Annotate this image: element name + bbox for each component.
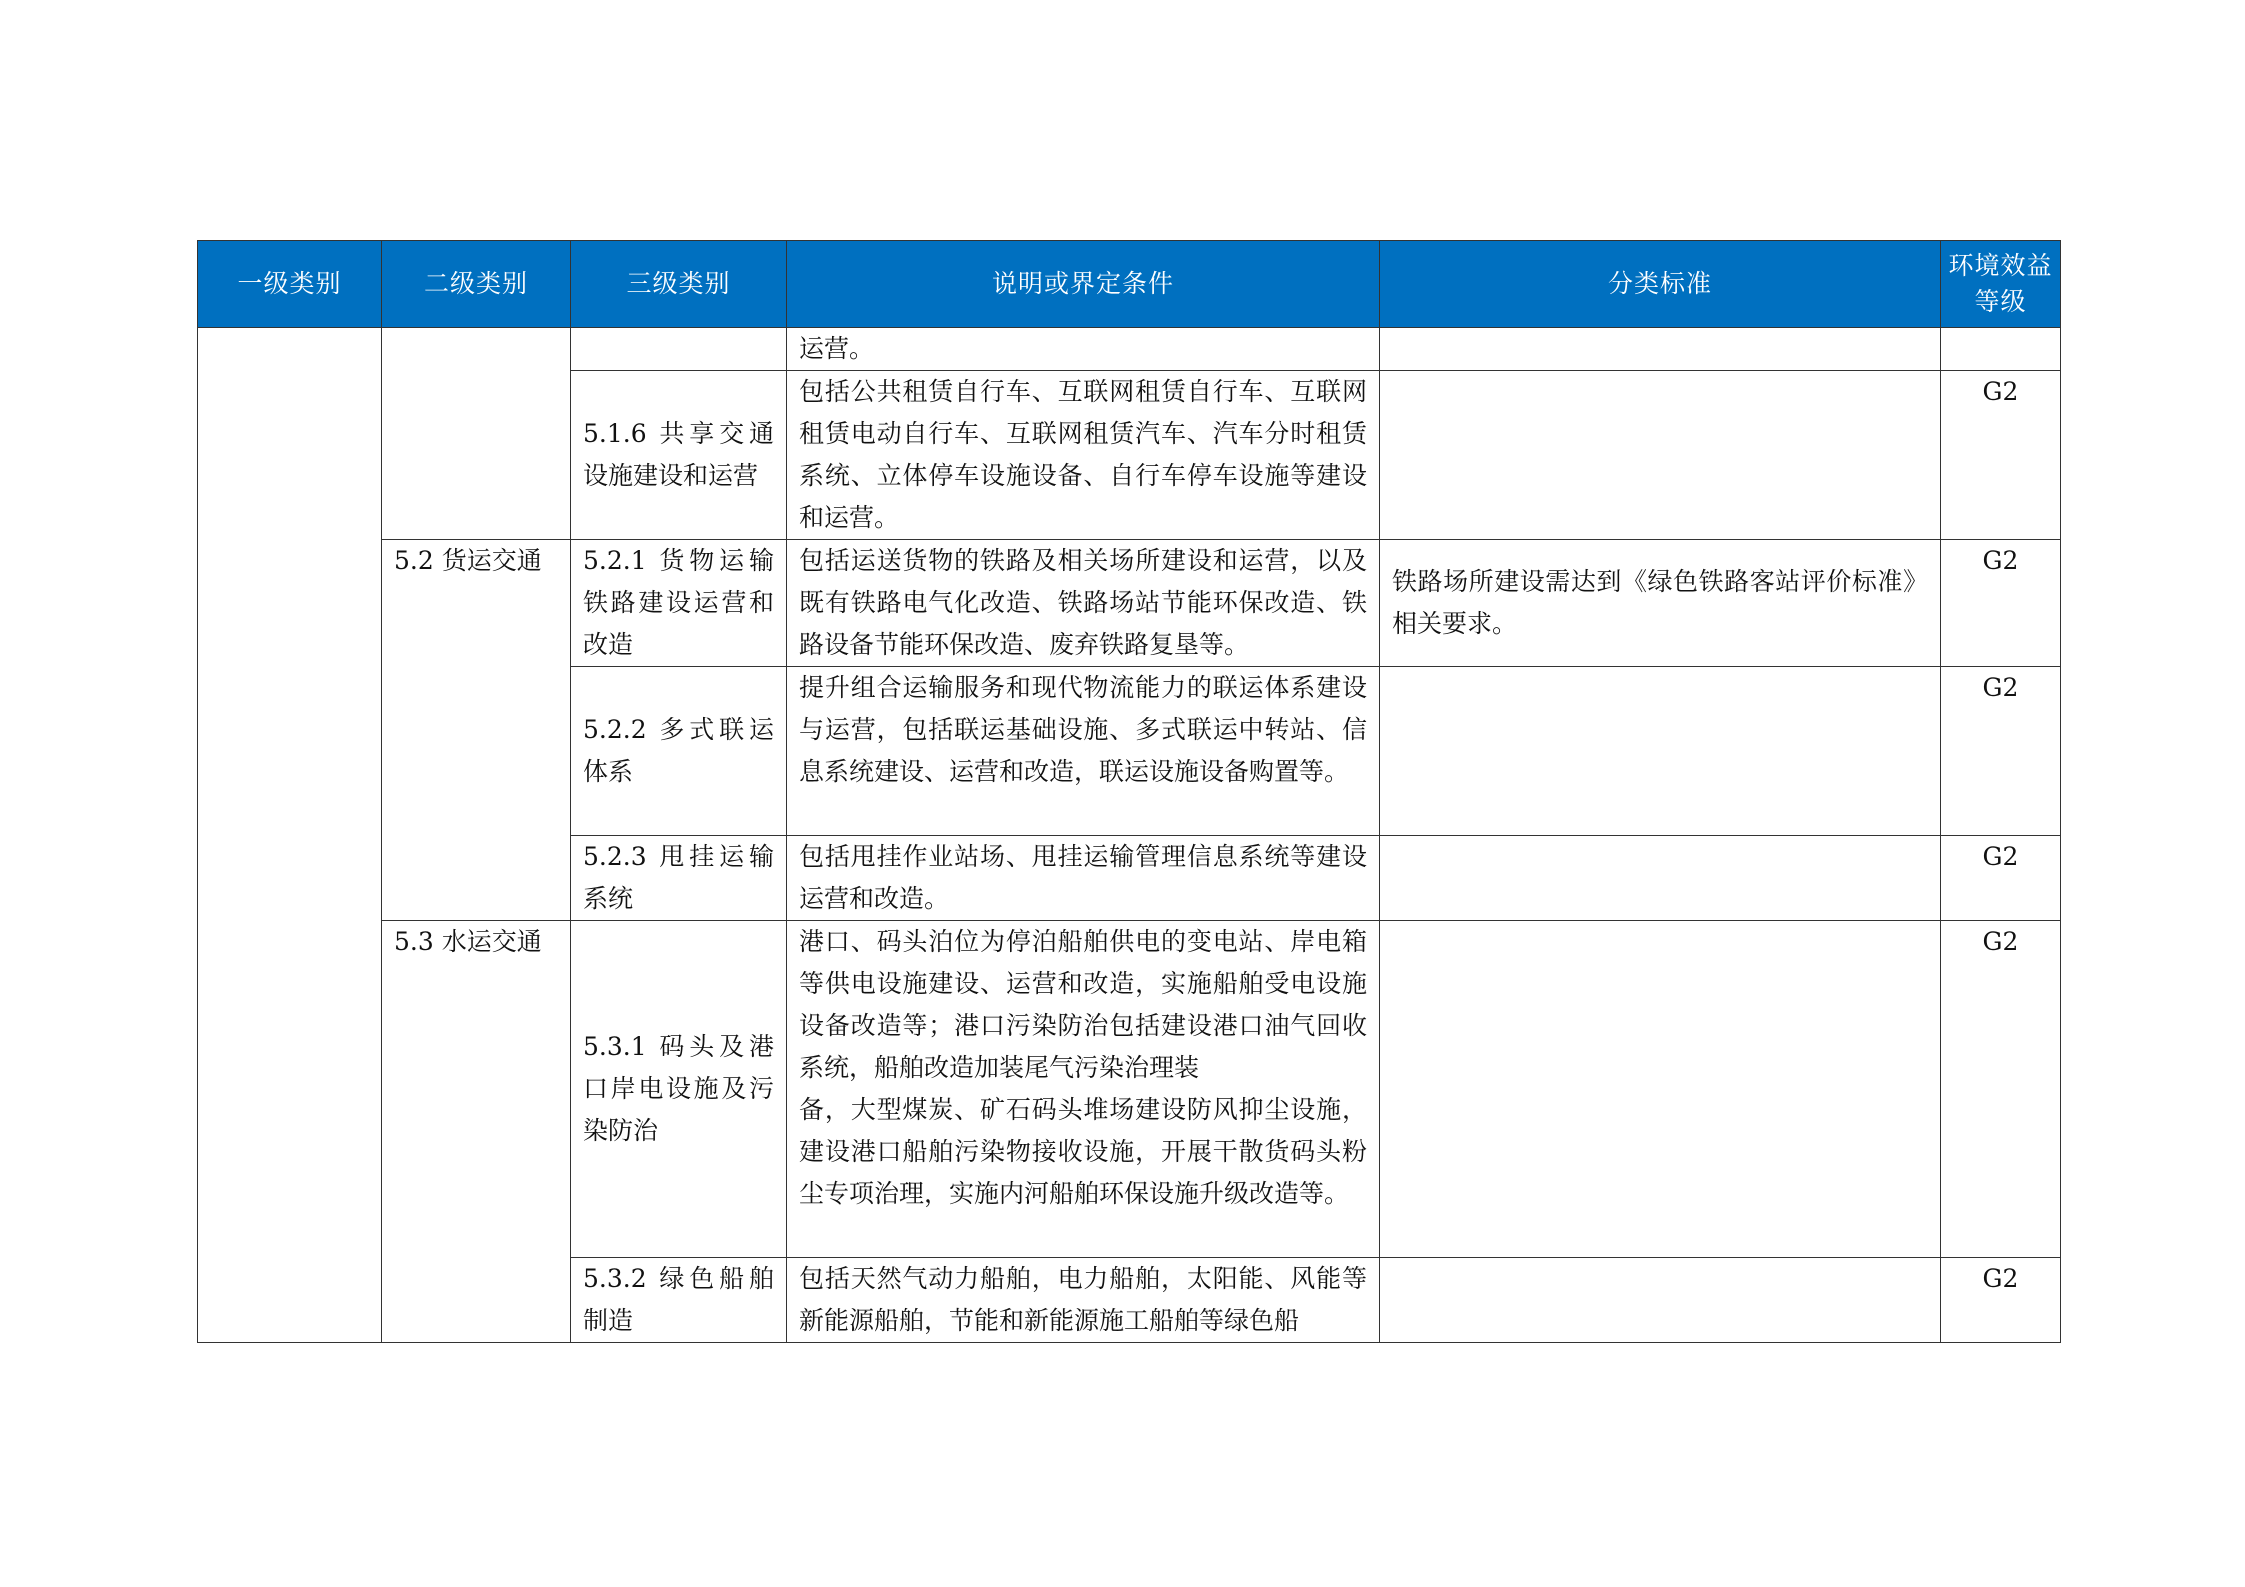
description-cell: 包括运送货物的铁路及相关场所建设和运营，以及既有铁路电气化改造、铁路场站节能环保改造、铁路设备节能环保改造、废弃铁路复垦等。 [787,540,1380,667]
table-row [198,921,2061,1258]
grade-cell: G2 [1941,921,2061,1258]
grade-cell: G2 [1941,667,2061,836]
description-cell: 港口、码头泊位为停泊船舶供电的变电站、岸电箱等供电设施建设、运营和改造，实施船舶受电设施设备改造等；港口污染防治包括建设港口油气回收系统，船舶改造加装尾气污染治理装 备，大型煤炭、矿石码头堆场建设防风抑尘设施，建设港口船舶污染物接收设施，开展干散货码头粉尘专项治理，实施内河船舶环保设施升级改造等。 [787,921,1380,1258]
level3-cell: 5.1.6 共享交通设施建设和运营 [571,371,787,540]
grade-cell: G2 [1941,836,2061,921]
level3-cell: 5.2.2 多式联运体系 [571,667,787,836]
description-cell: 包括甩挂作业站场、甩挂运输管理信息系统等建设运营和改造。 [787,836,1380,921]
table-row [198,328,2061,371]
standard-cell [1380,1258,1941,1343]
standard-cell [1380,921,1941,1258]
standard-cell [1380,371,1941,540]
level1-cell [198,328,382,1343]
description-cell: 包括公共租赁自行车、互联网租赁自行车、互联网租赁电动自行车、互联网租赁汽车、汽车分时租赁系统、立体停车设施设备、自行车停车设施等建设和运营。 [787,371,1380,540]
standard-cell [1380,667,1941,836]
grade-cell: G2 [1941,540,2061,667]
description-cell: 提升组合运输服务和现代物流能力的联运体系建设与运营，包括联运基础设施、多式联运中转站、信息系统建设、运营和改造，联运设施设备购置等。 [787,667,1380,836]
header-standard: 分类标准 [1380,241,1941,328]
table-header-row [198,241,2061,328]
level2-cell: 5.3 水运交通 [382,921,571,1343]
description-cell: 包括天然气动力船舶，电力船舶，太阳能、风能等新能源船舶，节能和新能源施工船舶等绿色船 [787,1258,1380,1343]
table-row [198,540,2061,667]
header-grade: 环境效益等级 [1941,241,2061,328]
level3-cell: 5.3.2 绿色船舶制造 [571,1258,787,1343]
grade-cell: G2 [1941,1258,2061,1343]
level3-cell: 5.3.1 码头及港口岸电设施及污染防治 [571,921,787,1258]
standard-cell [1380,328,1941,371]
grade-cell [1941,328,2061,371]
level3-cell: 5.2.1 货物运输铁路建设运营和改造 [571,540,787,667]
classification-table [197,240,2061,1343]
header-level1: 一级类别 [198,241,382,328]
header-description: 说明或界定条件 [787,241,1380,328]
description-cell: 运营。 [787,328,1380,371]
standard-cell: 铁路场所建设需达到《绿色铁路客站评价标准》相关要求。 [1380,540,1941,667]
header-level3: 三级类别 [571,241,787,328]
header-level2: 二级类别 [382,241,571,328]
standard-cell [1380,836,1941,921]
grade-cell: G2 [1941,371,2061,540]
level2-cell: 5.2 货运交通 [382,540,571,921]
level3-cell [571,328,787,371]
level2-cell [382,328,571,540]
level3-cell: 5.2.3 甩挂运输系统 [571,836,787,921]
